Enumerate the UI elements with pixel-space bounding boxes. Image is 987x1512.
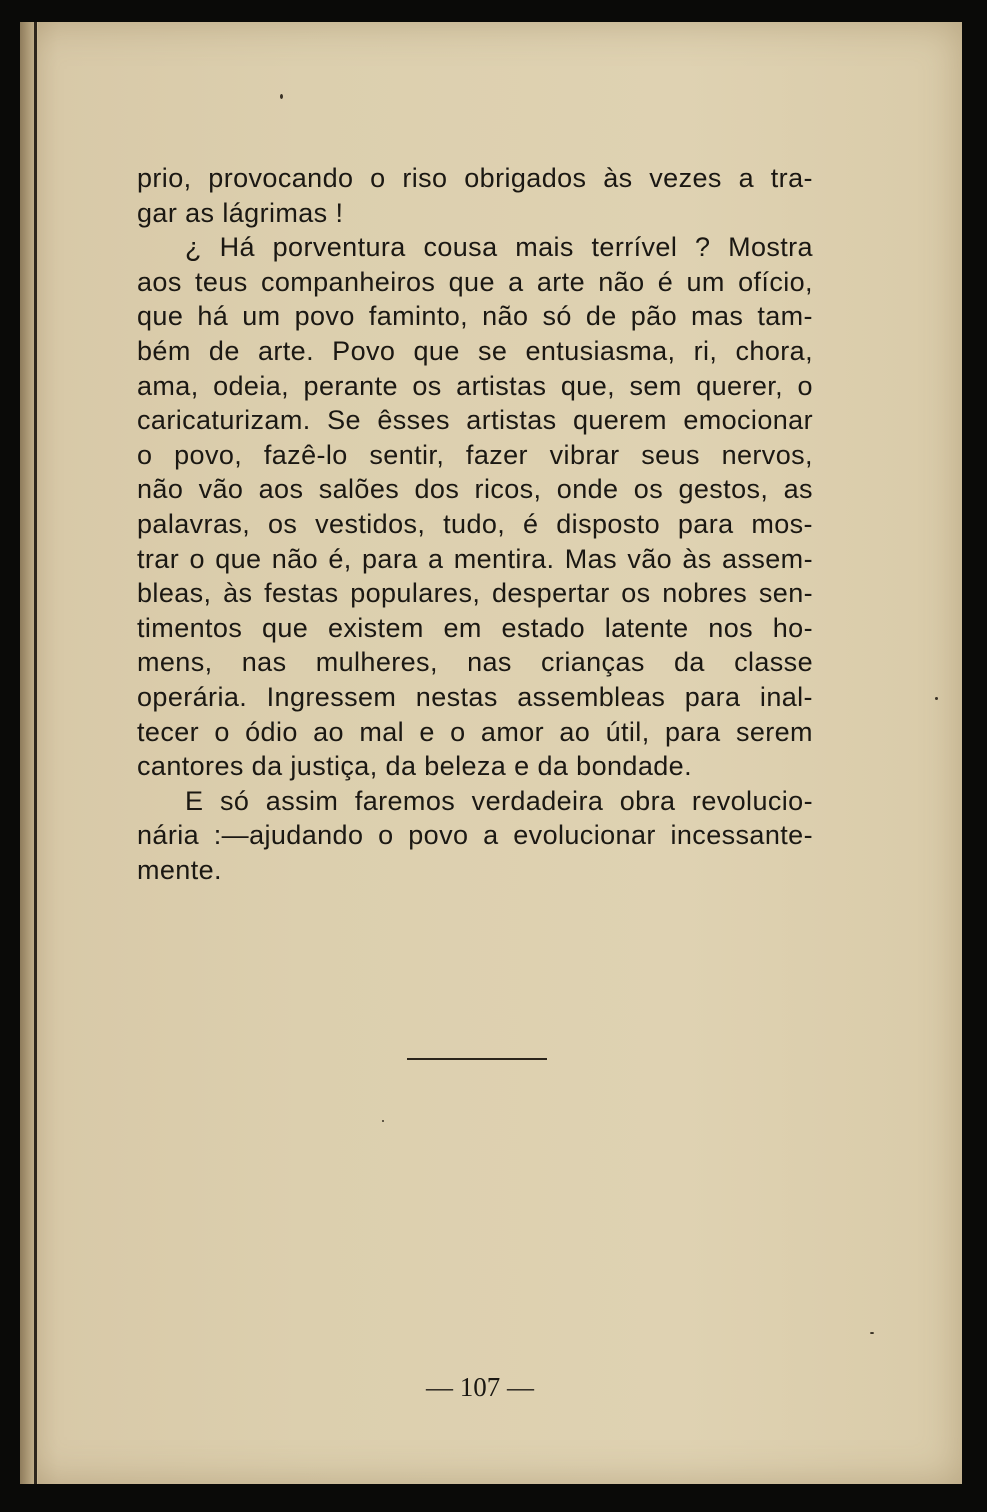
- text-line: bleas, às festas populares, despertar os nobres sen-: [137, 578, 813, 609]
- book-page: [20, 22, 962, 1484]
- text-line: bém de arte. Povo que se entusiasma, ri, chora,: [137, 335, 813, 366]
- text-line: E só assim faremos verdadeira obra revolucio-: [185, 785, 813, 816]
- binding-edge: [34, 22, 37, 1484]
- text-line: mens, nas mulheres, nas crianças da classe: [137, 647, 813, 678]
- text-line: que há um povo faminto, não só de pão mas tam-: [137, 301, 813, 332]
- text-line: trar o que não é, para a mentira. Mas vão às assem-: [137, 543, 813, 574]
- paper-speck: [280, 94, 283, 99]
- text-line: palavras, os vestidos, tudo, é disposto para mos-: [137, 508, 813, 539]
- section-divider: [407, 1058, 547, 1060]
- text-line: tecer o ódio ao mal e o amor ao útil, para serem: [137, 716, 813, 747]
- paper-speck: [382, 1120, 384, 1122]
- text-line: ¿ Há porventura cousa mais terrível ? Mostra: [185, 232, 813, 263]
- body-text: [137, 161, 813, 887]
- paper-speck: [870, 1332, 874, 1334]
- paper-speck: [935, 697, 938, 700]
- text-line: nária :—ajudando o povo a evolucionar incessante-: [137, 820, 813, 851]
- text-line: cantores da justiça, da beleza e da bondade.: [137, 751, 692, 782]
- text-line: caricaturizam. Se êsses artistas querem emocionar: [137, 405, 813, 436]
- text-line: mente.: [137, 854, 222, 885]
- text-line: operária. Ingressem nestas assembleas para inal-: [137, 681, 813, 712]
- text-line: prio, provocando o riso obrigados às vezes a tra-: [137, 163, 813, 193]
- text-line: o povo, fazê-lo sentir, fazer vibrar seus nervos,: [137, 439, 813, 470]
- text-line: gar as lágrimas !: [137, 197, 344, 228]
- page-number: — 107 —: [426, 1372, 534, 1402]
- text-line: aos teus companheiros que a arte não é um ofício,: [137, 266, 813, 297]
- text-line: ama, odeia, perante os artistas que, sem querer, o: [137, 370, 813, 401]
- text-line: timentos que existem em estado latente nos ho-: [137, 612, 813, 643]
- text-line: não vão aos salões dos ricos, onde os gestos, as: [137, 474, 813, 505]
